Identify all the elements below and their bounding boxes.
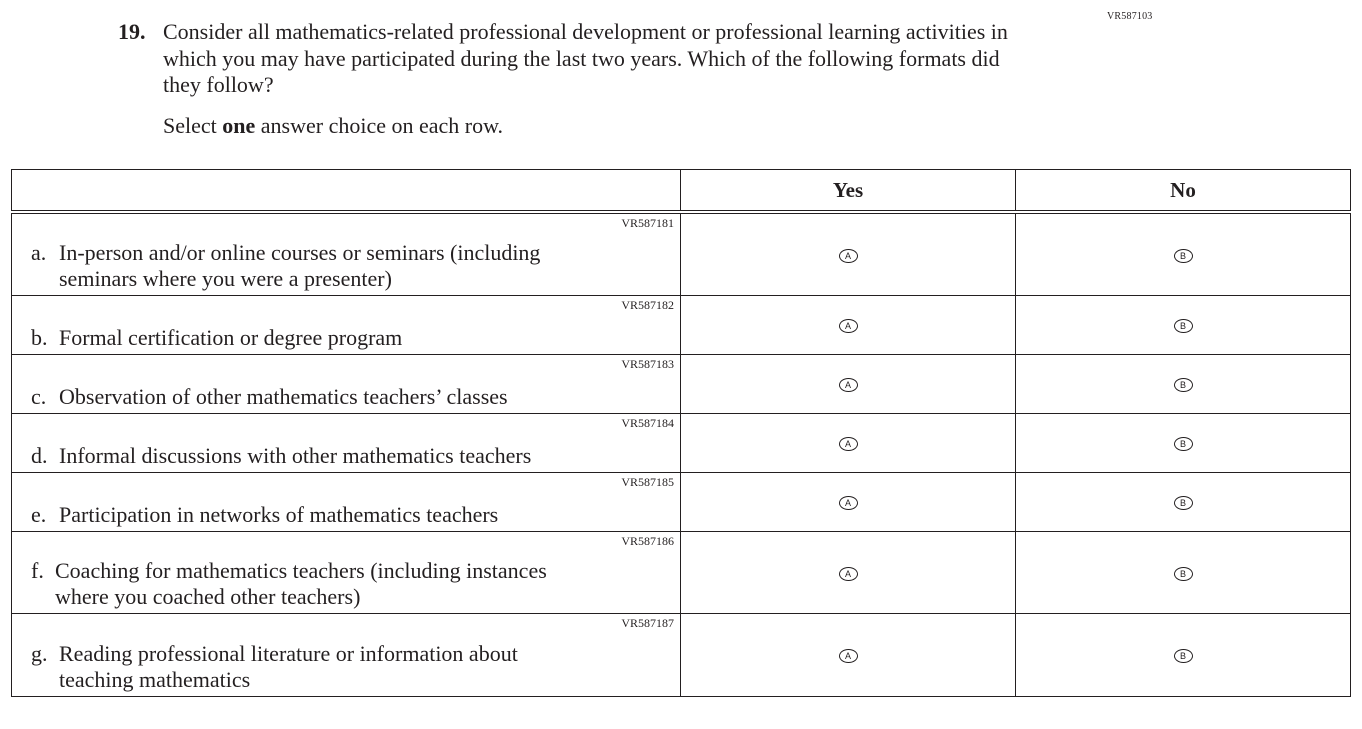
- no-bubble[interactable]: B: [1174, 437, 1193, 451]
- no-cell: [1016, 296, 1351, 355]
- no-bubble[interactable]: B: [1174, 378, 1193, 392]
- row-label: [12, 443, 680, 472]
- yes-cell: [681, 414, 1016, 473]
- yes-cell: [681, 212, 1016, 296]
- no-bubble[interactable]: B: [1174, 319, 1193, 333]
- row-letter: d.: [31, 443, 48, 468]
- answer-grid: [11, 169, 1351, 697]
- table-row: [12, 614, 1351, 697]
- table-row: [12, 473, 1351, 532]
- no-cell: [1016, 473, 1351, 532]
- row-label-cell: [12, 614, 681, 697]
- no-bubble[interactable]: B: [1174, 649, 1193, 663]
- row-letter: f.: [31, 558, 44, 583]
- row-text-line1: Informal discussions with other mathematics teachers: [59, 443, 532, 468]
- row-label-cell: [12, 414, 681, 473]
- row-label: [12, 240, 680, 295]
- row-label-cell: [12, 532, 681, 614]
- row-label: [12, 325, 680, 354]
- yes-bubble[interactable]: A: [839, 378, 858, 392]
- row-label: [12, 502, 680, 531]
- row-label-cell: [12, 473, 681, 532]
- row-text-line2: where you coached other teachers): [55, 584, 361, 609]
- row-label-cell: [12, 212, 681, 296]
- table-row: [12, 296, 1351, 355]
- table-row: [12, 532, 1351, 614]
- table-row: [12, 414, 1351, 473]
- instruction-emphasis: one: [222, 113, 256, 138]
- no-bubble[interactable]: B: [1174, 496, 1193, 510]
- row-code: VR587183: [621, 357, 674, 371]
- header-label: [12, 170, 681, 213]
- no-cell: [1016, 414, 1351, 473]
- yes-cell: [681, 614, 1016, 697]
- instruction-pre: Select: [163, 113, 223, 138]
- header-no: No: [1016, 170, 1351, 213]
- yes-cell: [681, 296, 1016, 355]
- row-letter: a.: [31, 240, 47, 265]
- row-letter: b.: [31, 325, 48, 350]
- yes-bubble[interactable]: A: [839, 649, 858, 663]
- yes-bubble[interactable]: A: [839, 496, 858, 510]
- table-row: [12, 212, 1351, 296]
- row-text-line1: Coaching for mathematics teachers (including instances: [55, 558, 547, 583]
- question-text: Consider all mathematics-related professional development or professional learning activities in which you may have participated during the last two years. Which of the following formats did they follow?: [163, 19, 1008, 97]
- yes-bubble[interactable]: A: [839, 567, 858, 581]
- row-letter: g.: [31, 641, 48, 666]
- row-label: [12, 558, 680, 613]
- row-code: VR587185: [621, 475, 674, 489]
- row-code: VR587181: [621, 216, 674, 230]
- question-number: 19.: [118, 19, 146, 44]
- yes-bubble[interactable]: A: [839, 319, 858, 333]
- row-label: [12, 641, 680, 696]
- table-row: [12, 355, 1351, 414]
- row-text-line2: seminars where you were a presenter): [59, 266, 392, 291]
- row-code: VR587186: [621, 534, 674, 548]
- row-label-cell: [12, 296, 681, 355]
- row-text-line1: Formal certification or degree program: [59, 325, 403, 350]
- yes-cell: [681, 532, 1016, 614]
- question-code: VR587103: [1107, 11, 1153, 22]
- no-bubble[interactable]: B: [1174, 249, 1193, 263]
- no-cell: [1016, 355, 1351, 414]
- no-bubble[interactable]: B: [1174, 567, 1193, 581]
- instruction: [163, 113, 503, 139]
- row-code: VR587184: [621, 416, 674, 430]
- no-cell: [1016, 532, 1351, 614]
- row-label: [12, 384, 680, 413]
- instruction-post: answer choice on each row.: [255, 113, 504, 138]
- row-letter: c.: [31, 384, 47, 409]
- yes-cell: [681, 473, 1016, 532]
- yes-bubble[interactable]: A: [839, 437, 858, 451]
- no-cell: [1016, 614, 1351, 697]
- row-text-line1: Observation of other mathematics teachers’ classes: [59, 384, 508, 409]
- row-text-line1: Reading professional literature or information about: [59, 641, 518, 666]
- yes-cell: [681, 355, 1016, 414]
- yes-bubble[interactable]: A: [839, 249, 858, 263]
- no-cell: [1016, 212, 1351, 296]
- row-label-cell: [12, 355, 681, 414]
- row-letter: e.: [31, 502, 47, 527]
- header-yes: Yes: [681, 170, 1016, 213]
- row-text-line1: In-person and/or online courses or seminars (including: [59, 240, 541, 265]
- row-text-line2: teaching mathematics: [59, 667, 251, 692]
- row-text-line1: Participation in networks of mathematics teachers: [59, 502, 499, 527]
- header-row: [12, 170, 1351, 213]
- row-code: VR587187: [621, 616, 674, 630]
- question-block: [118, 19, 1038, 99]
- row-code: VR587182: [621, 298, 674, 312]
